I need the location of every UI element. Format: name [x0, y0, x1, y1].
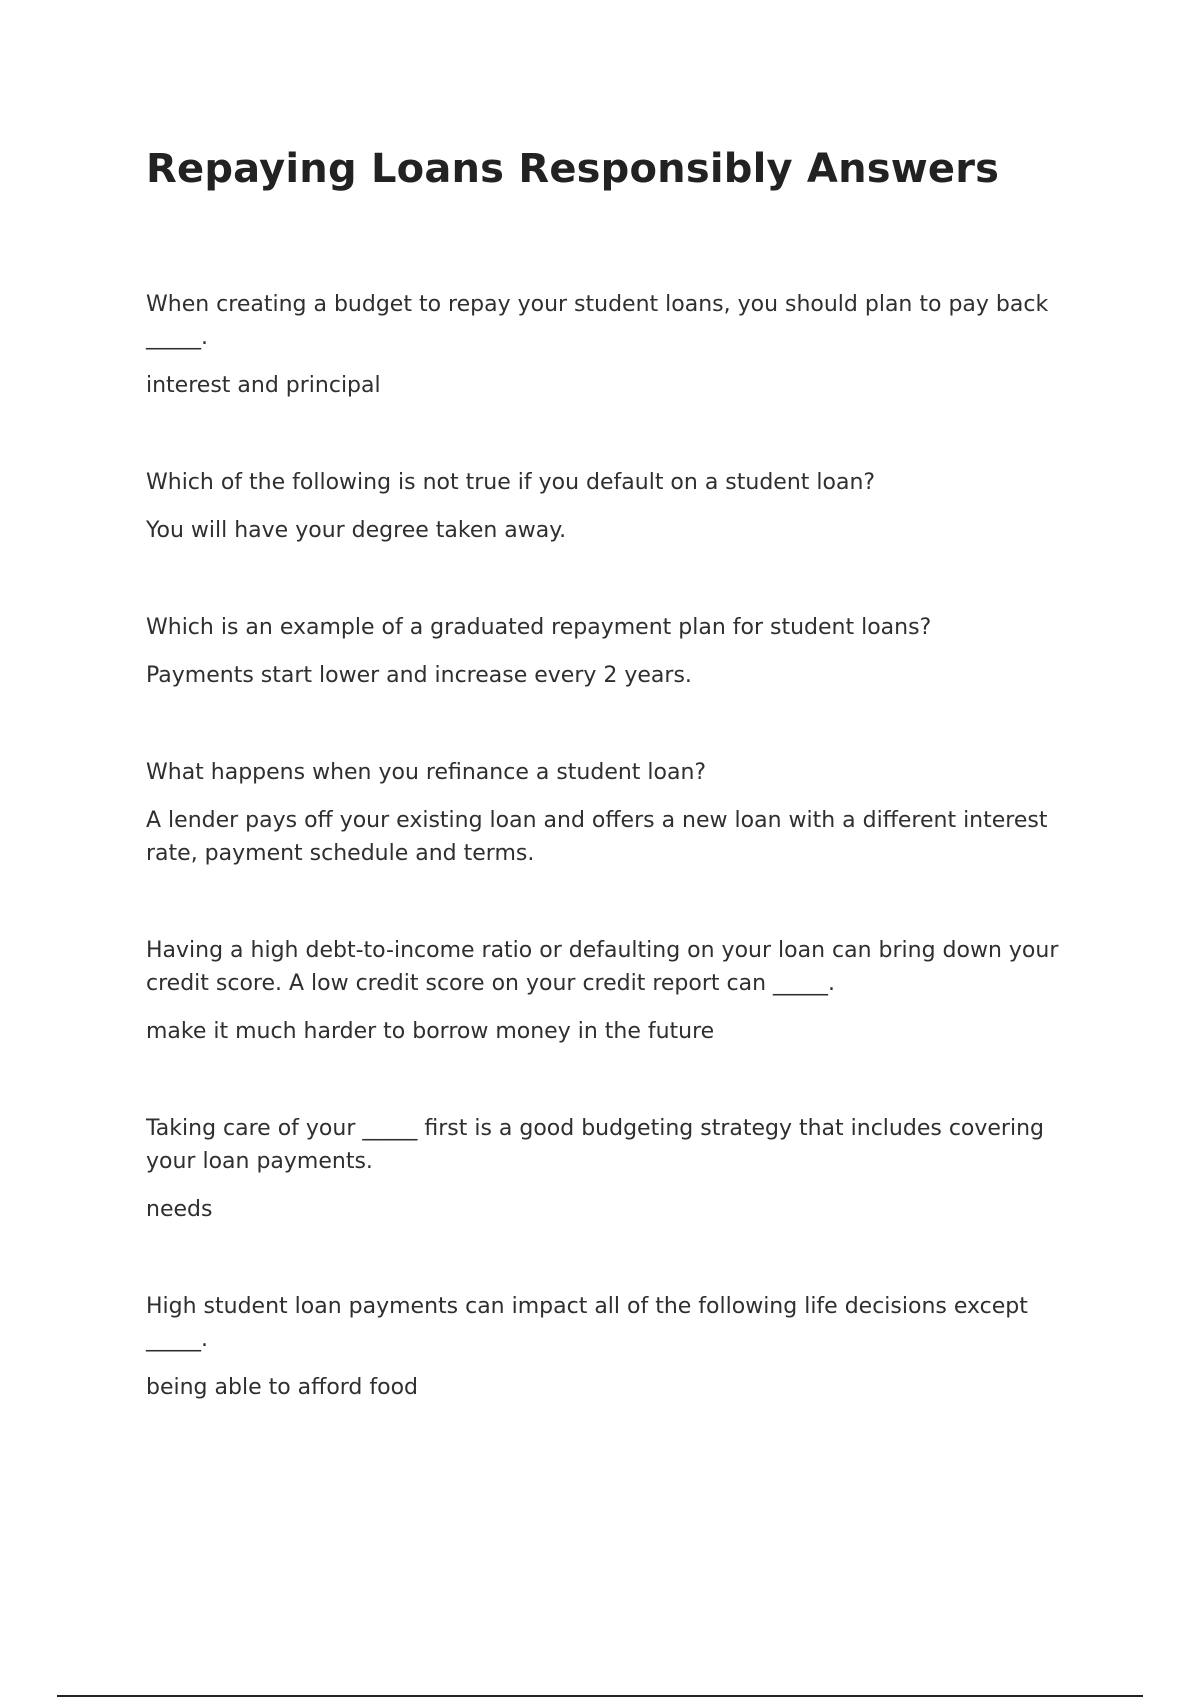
qa-item: [146, 611, 1096, 692]
question-text: High student loan payments can impact all of the following life decisions except _____.: [146, 1294, 1028, 1352]
question-text: Taking care of your _____ first is a good budgeting strategy that includes covering your loan payments.: [146, 1116, 1044, 1174]
question-text: What happens when you refinance a student loan?: [146, 760, 707, 785]
qa-item: [146, 756, 1096, 870]
page-title: Repaying Loans Responsibly Answers: [146, 146, 1000, 192]
qa-item: [146, 934, 1096, 1048]
qa-item: [146, 1112, 1096, 1226]
qa-item: [146, 466, 1096, 547]
answer-text: Payments start lower and increase every 2 years.: [146, 663, 692, 688]
answer-text: make it much harder to borrow money in the future: [146, 1019, 715, 1044]
qa-item: [146, 288, 1096, 402]
answer-text: A lender pays off your existing loan and offers a new loan with a different interest rate, payment schedule and terms.: [146, 808, 1048, 866]
question-text: Which of the following is not true if you default on a student loan?: [146, 470, 876, 495]
question-text: Having a high debt-to-income ratio or defaulting on your loan can bring down your credit score. A low credit score on your credit report can _____.: [146, 938, 1059, 996]
answer-text: needs: [146, 1197, 213, 1222]
qa-item: [146, 1290, 1096, 1404]
question-text: When creating a budget to repay your student loans, you should plan to pay back _____.: [146, 292, 1049, 350]
question-text: Which is an example of a graduated repayment plan for student loans?: [146, 615, 932, 640]
footer-divider: [57, 1695, 1143, 1697]
qa-list: [146, 288, 1096, 1404]
answer-text: being able to afford food: [146, 1375, 419, 1400]
answer-text: You will have your degree taken away.: [146, 518, 567, 543]
answer-text: interest and principal: [146, 373, 381, 398]
